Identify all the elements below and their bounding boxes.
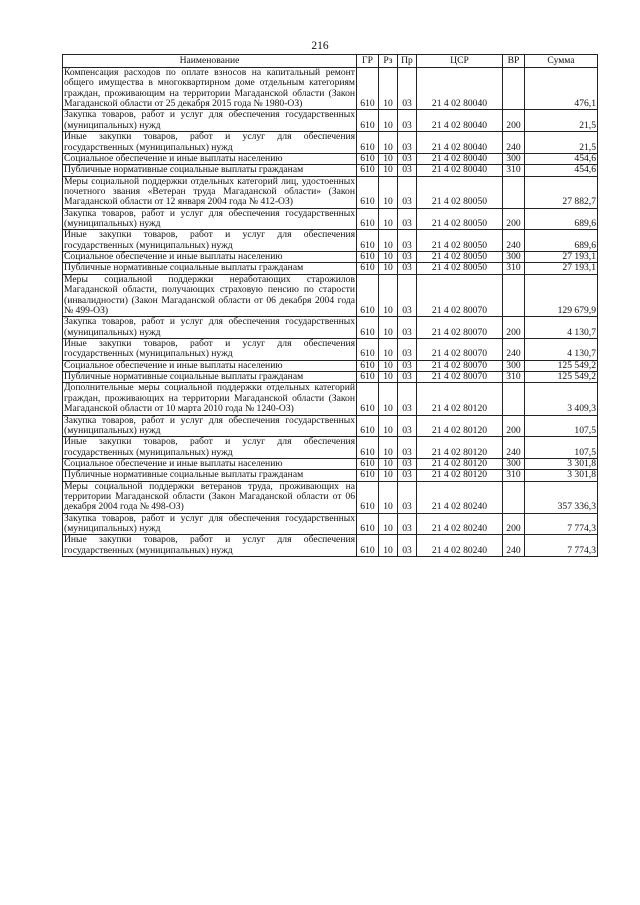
row-rz-cell: 10 [379, 208, 398, 230]
table-row [63, 132, 598, 154]
row-vr-cell [503, 274, 525, 316]
row-sum-cell: 357 336,3 [525, 481, 598, 513]
row-sum-cell: 689,6 [525, 208, 598, 230]
row-vr-cell: 240 [503, 230, 525, 252]
row-csr-cell: 21 4 02 80050 [417, 252, 503, 263]
row-csr-cell: 21 4 02 80040 [417, 68, 503, 110]
row-csr-cell: 21 4 02 80040 [417, 110, 503, 132]
row-rz-cell: 10 [379, 338, 398, 360]
row-csr-cell: 21 4 02 80070 [417, 338, 503, 360]
row-vr-cell: 310 [503, 263, 525, 274]
row-sum-cell: 454,6 [525, 165, 598, 176]
row-gr-cell: 610 [357, 176, 379, 208]
row-sum-cell: 7 774,3 [525, 535, 598, 557]
row-gr-cell: 610 [357, 68, 379, 110]
row-vr-cell: 240 [503, 535, 525, 557]
row-gr-cell: 610 [357, 458, 379, 469]
row-pr-cell: 03 [398, 252, 417, 263]
table-row [63, 153, 598, 164]
row-csr-cell: 21 4 02 80050 [417, 263, 503, 274]
row-sum-cell: 3 301,8 [525, 470, 598, 481]
row-pr-cell: 03 [398, 165, 417, 176]
row-sum-cell: 689,6 [525, 230, 598, 252]
row-pr-cell: 03 [398, 513, 417, 535]
row-name-cell: Публичные нормативные социальные выплаты гражданам [63, 165, 357, 176]
table-row [63, 274, 598, 316]
row-gr-cell: 610 [357, 372, 379, 383]
table-row [63, 481, 598, 513]
row-rz-cell: 10 [379, 274, 398, 316]
row-rz-cell: 10 [379, 317, 398, 339]
row-csr-cell: 21 4 02 80040 [417, 153, 503, 164]
row-csr-cell: 21 4 02 80040 [417, 165, 503, 176]
row-gr-cell: 610 [357, 230, 379, 252]
table-row [63, 176, 598, 208]
row-name-cell: Компенсация расходов по оплате взносов на капитальный ремонт общего имущества в многоквартирном доме отдельным категориям граждан, проживающим на территории Магаданской области (Закон Магаданской области от 25 декабря 2015 года № 1980-ОЗ) [64, 67, 355, 110]
row-rz-cell: 10 [379, 230, 398, 252]
row-gr-cell: 610 [357, 165, 379, 176]
row-vr-cell: 300 [503, 360, 525, 371]
table-row [63, 458, 598, 469]
row-vr-cell: 300 [503, 252, 525, 263]
row-sum-cell: 107,5 [525, 415, 598, 437]
row-csr-cell: 21 4 02 80120 [417, 470, 503, 481]
row-rz-cell: 10 [379, 176, 398, 208]
row-gr-cell: 610 [357, 132, 379, 154]
row-rz-cell: 10 [379, 68, 398, 110]
row-name-cell: Меры социальной поддержки отдельных категорий лиц, удостоенных почетного звания «Ветеран труда Магаданской области» (Закон Магаданской области от 12 января 2004 года № 412-ОЗ) [64, 175, 355, 208]
row-rz-cell: 10 [379, 165, 398, 176]
row-sum-cell: 107,5 [525, 437, 598, 459]
row-name-cell: Иные закупки товаров, работ и услуг для обеспечения государственных (муниципальных) нужд [64, 436, 355, 458]
row-vr-cell: 200 [503, 513, 525, 535]
row-name-cell: Закупка товаров, работ и услуг для обеспечения государственных (муниципальных) нужд [64, 109, 355, 131]
table-row [63, 208, 598, 230]
row-sum-cell: 27 193,1 [525, 263, 598, 274]
row-rz-cell: 10 [379, 470, 398, 481]
row-vr-cell: 200 [503, 208, 525, 230]
row-pr-cell: 03 [398, 208, 417, 230]
row-rz-cell: 10 [379, 110, 398, 132]
row-vr-cell: 310 [503, 372, 525, 383]
row-gr-cell: 610 [357, 470, 379, 481]
row-sum-cell: 129 679,9 [525, 274, 598, 316]
table-row [63, 535, 598, 557]
row-sum-cell: 27 193,1 [525, 252, 598, 263]
row-csr-cell: 21 4 02 80240 [417, 513, 503, 535]
row-name-cell: Меры социальной поддержки ветеранов труда, проживающих на территории Магаданской области (Закон Магаданской области от 06 декабря 2004 года № 498-ОЗ) [64, 480, 355, 513]
row-csr-cell: 21 4 02 80120 [417, 458, 503, 469]
table-row [63, 68, 598, 110]
table-row [63, 437, 598, 459]
table-row [63, 360, 598, 371]
row-vr-cell: 310 [503, 470, 525, 481]
row-name-cell: Публичные нормативные социальные выплаты гражданам [63, 470, 357, 481]
row-vr-cell: 200 [503, 317, 525, 339]
row-name-cell: Социальное обеспечение и иные выплаты населению [63, 458, 357, 469]
row-rz-cell: 10 [379, 383, 398, 415]
row-vr-cell: 300 [503, 458, 525, 469]
row-sum-cell: 7 774,3 [525, 513, 598, 535]
row-rz-cell: 10 [379, 263, 398, 274]
table-row [63, 165, 598, 176]
header-pr: Пр [398, 55, 417, 68]
row-name-cell: Публичные нормативные социальные выплаты гражданам [63, 372, 357, 383]
table-row [63, 470, 598, 481]
row-rz-cell: 10 [379, 481, 398, 513]
row-pr-cell: 03 [398, 458, 417, 469]
row-pr-cell: 03 [398, 132, 417, 154]
row-csr-cell: 21 4 02 80050 [417, 208, 503, 230]
row-sum-cell: 4 130,7 [525, 317, 598, 339]
header-sum: Сумма [525, 55, 598, 68]
row-sum-cell: 3 409,3 [525, 383, 598, 415]
row-name-cell: Закупка товаров, работ и услуг для обеспечения государственных (муниципальных) нужд [64, 512, 355, 535]
row-csr-cell: 21 4 02 80120 [417, 383, 503, 415]
row-csr-cell: 21 4 02 80240 [417, 535, 503, 557]
row-gr-cell: 610 [357, 437, 379, 459]
table-row [63, 372, 598, 383]
row-gr-cell: 610 [357, 274, 379, 316]
table-body [63, 68, 598, 557]
row-vr-cell: 200 [503, 110, 525, 132]
row-gr-cell: 610 [357, 153, 379, 164]
row-rz-cell: 10 [379, 513, 398, 535]
row-csr-cell: 21 4 02 80070 [417, 274, 503, 316]
row-vr-cell: 310 [503, 165, 525, 176]
row-vr-cell [503, 176, 525, 208]
row-pr-cell: 03 [398, 274, 417, 316]
row-vr-cell [503, 481, 525, 513]
row-csr-cell: 21 4 02 80240 [417, 481, 503, 513]
row-sum-cell: 125 549,2 [525, 372, 598, 383]
row-vr-cell: 200 [503, 415, 525, 437]
row-pr-cell: 03 [398, 535, 417, 557]
header-csr: ЦСР [417, 55, 503, 68]
row-csr-cell: 21 4 02 80070 [417, 317, 503, 339]
row-sum-cell: 21,5 [525, 110, 598, 132]
row-pr-cell: 03 [398, 470, 417, 481]
row-csr-cell: 21 4 02 80120 [417, 415, 503, 437]
row-vr-cell [503, 383, 525, 415]
row-rz-cell: 10 [379, 153, 398, 164]
row-csr-cell: 21 4 02 80120 [417, 437, 503, 459]
header-vr: ВР [503, 55, 525, 68]
table-header-row [63, 55, 598, 68]
row-sum-cell: 27 882,7 [525, 176, 598, 208]
row-sum-cell: 125 549,2 [525, 360, 598, 371]
table-row [63, 513, 598, 535]
row-sum-cell: 21,5 [525, 132, 598, 154]
header-rz: Рз [379, 55, 398, 68]
row-gr-cell: 610 [357, 110, 379, 132]
row-gr-cell: 610 [357, 338, 379, 360]
row-gr-cell: 610 [357, 208, 379, 230]
row-name-cell: Дополнительные меры социальной поддержки отдельных категорий граждан, проживающих на территории Магаданской области (Закон Магаданской области от 10 марта 2010 года № 1240-ОЗ) [64, 382, 355, 415]
row-rz-cell: 10 [379, 415, 398, 437]
row-name-cell: Закупка товаров, работ и услуг для обеспечения государственных (муниципальных) нужд [64, 414, 355, 436]
table-row [63, 415, 598, 437]
row-rz-cell: 10 [379, 437, 398, 459]
row-pr-cell: 03 [398, 230, 417, 252]
row-sum-cell: 476,1 [525, 68, 598, 110]
row-rz-cell: 10 [379, 252, 398, 263]
row-gr-cell: 610 [357, 317, 379, 339]
table-row [63, 338, 598, 360]
row-pr-cell: 03 [398, 437, 417, 459]
row-gr-cell: 610 [357, 252, 379, 263]
table-row [63, 110, 598, 132]
row-name-cell: Закупка товаров, работ и услуг для обеспечения государственных (муниципальных) нужд [64, 316, 355, 338]
header-gr: ГР [357, 55, 379, 68]
row-name-cell: Меры социальной поддержки неработающих старожилов Магаданской области, получающих страховую пенсию по старости (инвалидности) (Закон Магаданской области от 06 декабря 2004 года № 499-ОЗ) [64, 273, 355, 316]
row-pr-cell: 03 [398, 481, 417, 513]
row-gr-cell: 610 [357, 535, 379, 557]
table-row [63, 383, 598, 415]
row-vr-cell: 240 [503, 338, 525, 360]
table-row [63, 252, 598, 263]
row-gr-cell: 610 [357, 513, 379, 535]
row-pr-cell: 03 [398, 68, 417, 110]
row-rz-cell: 10 [379, 360, 398, 371]
row-gr-cell: 610 [357, 360, 379, 371]
row-name-cell: Закупка товаров, работ и услуг для обеспечения государственных (муниципальных) нужд [64, 207, 355, 230]
header-name: Наименование [63, 55, 357, 68]
row-gr-cell: 610 [357, 415, 379, 437]
row-sum-cell: 454,6 [525, 153, 598, 164]
row-gr-cell: 610 [357, 383, 379, 415]
row-sum-cell: 4 130,7 [525, 338, 598, 360]
row-vr-cell [503, 68, 525, 110]
row-pr-cell: 03 [398, 383, 417, 415]
row-name-cell: Иные закупки товаров, работ и услуг для обеспечения государственных (муниципальных) нужд [64, 534, 355, 556]
row-rz-cell: 10 [379, 372, 398, 383]
row-rz-cell: 10 [379, 458, 398, 469]
table-row [63, 263, 598, 274]
row-name-cell: Иные закупки товаров, работ и услуг для обеспечения государственных (муниципальных) нужд [64, 131, 355, 153]
row-pr-cell: 03 [398, 360, 417, 371]
row-vr-cell: 240 [503, 437, 525, 459]
row-name-cell: Социальное обеспечение и иные выплаты населению [63, 153, 357, 164]
row-vr-cell: 240 [503, 132, 525, 154]
row-gr-cell: 610 [357, 263, 379, 274]
row-rz-cell: 10 [379, 132, 398, 154]
row-name-cell: Иные закупки товаров, работ и услуг для обеспечения государственных (муниципальных) нужд [64, 229, 355, 251]
row-pr-cell: 03 [398, 372, 417, 383]
row-sum-cell: 3 301,8 [525, 458, 598, 469]
row-csr-cell: 21 4 02 80070 [417, 360, 503, 371]
row-pr-cell: 03 [398, 338, 417, 360]
row-name-cell: Публичные нормативные социальные выплаты гражданам [63, 263, 357, 274]
row-csr-cell: 21 4 02 80040 [417, 132, 503, 154]
row-pr-cell: 03 [398, 110, 417, 132]
table-row [63, 230, 598, 252]
table-row [63, 317, 598, 339]
row-pr-cell: 03 [398, 415, 417, 437]
row-pr-cell: 03 [398, 176, 417, 208]
row-pr-cell: 03 [398, 153, 417, 164]
row-vr-cell: 300 [503, 153, 525, 164]
row-rz-cell: 10 [379, 535, 398, 557]
row-pr-cell: 03 [398, 317, 417, 339]
row-name-cell: Иные закупки товаров, работ и услуг для обеспечения государственных (муниципальных) нужд [64, 337, 355, 360]
row-name-cell: Социальное обеспечение и иные выплаты населению [63, 360, 357, 371]
row-name-cell: Социальное обеспечение и иные выплаты населению [63, 252, 357, 263]
row-pr-cell: 03 [398, 263, 417, 274]
row-csr-cell: 21 4 02 80070 [417, 372, 503, 383]
budget-table [62, 54, 598, 557]
row-gr-cell: 610 [357, 481, 379, 513]
page-number: 216 [311, 40, 329, 52]
row-csr-cell: 21 4 02 80050 [417, 176, 503, 208]
row-csr-cell: 21 4 02 80050 [417, 230, 503, 252]
